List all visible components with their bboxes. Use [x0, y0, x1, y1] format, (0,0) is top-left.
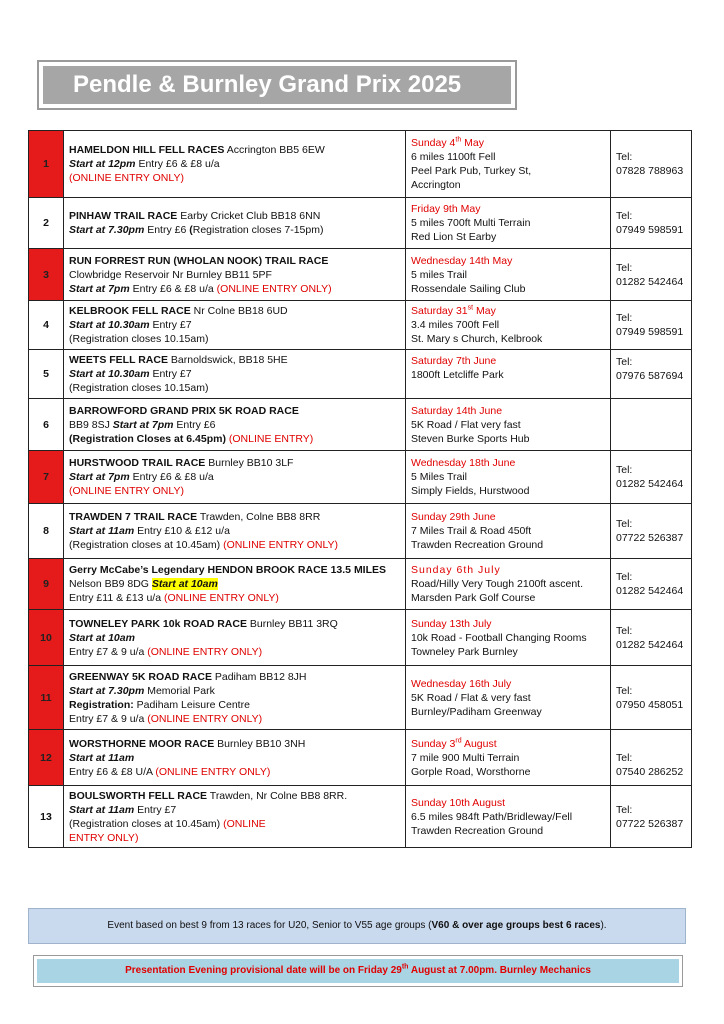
- race-registration-label: Registration:: [69, 698, 134, 711]
- tel-label: Tel:: [616, 210, 633, 222]
- race-number: 5: [29, 350, 64, 399]
- tel-number: 01282 542464: [616, 275, 684, 288]
- race-info: [406, 666, 611, 730]
- race-contact: [611, 610, 692, 666]
- race-number: 3: [29, 249, 64, 301]
- race-location: Padiham BB12 8JH: [211, 670, 307, 683]
- race-venue: Gorple Road, Worsthorne: [411, 765, 531, 778]
- tel-number: 07949 598591: [616, 326, 684, 338]
- tel-number: 01282 542464: [616, 638, 684, 651]
- race-entry-note: (ONLINE ENTRY): [225, 432, 314, 445]
- race-venue: Towneley Park Burnley: [411, 645, 518, 658]
- tel-number: 07828 788963: [616, 165, 684, 177]
- table-row: [29, 666, 692, 730]
- race-entry-note: (ONLINE ENTRY ONLY): [155, 765, 271, 778]
- race-entry: Entry £7: [149, 368, 192, 380]
- race-entry-note: (ONLINE ENTRY ONLY): [216, 282, 332, 295]
- race-description: [64, 786, 406, 848]
- race-entry-note-cont: ENTRY ONLY): [69, 831, 139, 844]
- race-date: Saturday 14th June: [411, 404, 503, 417]
- race-contact: [611, 559, 692, 610]
- race-location: Burnley BB11 3RQ: [246, 617, 338, 630]
- race-date: Sunday 4th May: [411, 136, 484, 149]
- presentation-text: Presentation Evening provisional date will be on Friday 29th August at 7.00pm. Burnley Mechanics: [37, 959, 679, 983]
- race-entry: Entry £10 & £12 u/a: [134, 525, 230, 537]
- tel-label: Tel:: [616, 312, 633, 324]
- race-description: [64, 249, 406, 301]
- race-location: Barnoldswick, BB18 5HE: [167, 354, 288, 366]
- race-registration: (Registration closes at 10.45am): [69, 817, 224, 830]
- race-description: [64, 399, 406, 451]
- race-date: Sunday 29th June: [411, 511, 496, 523]
- race-location: Nelson BB9 8DG: [69, 578, 152, 590]
- race-number: 9: [29, 559, 64, 610]
- race-name: TOWNELEY PARK 10k ROAD RACE: [69, 617, 247, 630]
- race-terrain: 5K Road / Flat very fast: [411, 418, 521, 431]
- race-entry: Entry £7: [134, 803, 177, 816]
- race-start-time: Start at 10am: [151, 578, 218, 590]
- table-row: [29, 786, 692, 848]
- race-start-time: Start at 10am: [69, 631, 135, 644]
- race-contact: [611, 666, 692, 730]
- race-date: Saturday 7th June: [411, 355, 497, 367]
- races-table: [28, 130, 692, 848]
- tel-number: 07950 458051: [616, 698, 684, 711]
- race-start-time: Start at 12pm: [69, 158, 136, 170]
- race-date: Sunday 13th July: [411, 617, 492, 630]
- race-number: 12: [29, 730, 64, 786]
- race-terrain: 3.4 miles 700ft Fell: [411, 319, 500, 331]
- race-contact: [611, 131, 692, 198]
- race-start-time: Start at 11am: [69, 751, 135, 764]
- race-name: PINHAW TRAIL RACE: [69, 210, 178, 222]
- scoring-note-bold: V60 & over age groups best 6 races: [431, 920, 601, 931]
- race-info: [406, 730, 611, 786]
- race-entry: Entry £6: [144, 224, 190, 236]
- race-name: BARROWFORD GRAND PRIX 5K ROAD RACE: [69, 404, 299, 417]
- race-description: [64, 666, 406, 730]
- race-terrain: 10k Road - Football Changing Rooms: [411, 631, 587, 644]
- title-frame: [37, 60, 517, 110]
- table-row: [29, 249, 692, 301]
- race-number: 6: [29, 399, 64, 451]
- race-start-time: Start at 10.30am: [69, 368, 150, 380]
- race-registration: (Registration Closes at 6.45pm): [69, 432, 226, 445]
- race-venue: Rossendale Sailing Club: [411, 282, 526, 295]
- presentation-banner: [33, 955, 683, 987]
- race-venue: Simply Fields, Hurstwood: [411, 485, 530, 497]
- race-entry-note: (ONLINE ENTRY ONLY): [223, 539, 339, 551]
- race-terrain: 5 miles Trail: [411, 268, 468, 281]
- race-entry: Entry £7 & 9 u/a: [69, 712, 148, 725]
- race-terrain: 6 miles 1100ft Fell: [411, 151, 496, 163]
- race-venue: Marsden Park Golf Course: [411, 592, 536, 604]
- table-row: [29, 451, 692, 504]
- tel-number: 07976 587694: [616, 370, 684, 382]
- race-venue: Burnley/Padiham Greenway: [411, 705, 542, 718]
- race-venue: Trawden Recreation Ground: [411, 824, 544, 837]
- race-number: 4: [29, 301, 64, 350]
- race-number: 8: [29, 504, 64, 559]
- tel-label: Tel:: [616, 624, 633, 637]
- race-entry: Entry £7 & 9 u/a: [69, 645, 148, 658]
- tel-number: 07949 598591: [616, 224, 684, 236]
- race-contact: [611, 198, 692, 249]
- race-location: Trawden, Colne BB8 8RR: [197, 511, 321, 523]
- tel-number: 07540 286252: [616, 766, 684, 778]
- race-entry: Entry £7: [149, 319, 192, 331]
- race-number: 2: [29, 198, 64, 249]
- race-start-time: Start at 11am: [69, 525, 135, 537]
- race-number: 10: [29, 610, 64, 666]
- race-number: 1: [29, 131, 64, 198]
- tel-number: 07722 526387: [616, 532, 684, 544]
- race-description: [64, 131, 406, 198]
- tel-label: Tel:: [616, 464, 633, 476]
- page-title: Pendle & Burnley Grand Prix 2025: [43, 66, 511, 104]
- table-row: [29, 131, 692, 198]
- race-registration: (Registration closes 10.15am): [69, 382, 209, 394]
- race-start-time: Start at 7pm: [112, 418, 174, 431]
- race-registration: (Registration closes at 10.45am): [69, 539, 224, 551]
- race-date: Wednesday 14th May: [411, 254, 513, 267]
- race-contact: [611, 504, 692, 559]
- race-venue-town: Accrington: [411, 179, 461, 191]
- race-venue: 1800ft Letcliffe Park: [411, 369, 504, 381]
- race-terrain: 6.5 miles 984ft Path/Bridleway/Fell: [411, 810, 573, 823]
- race-name: WORSTHORNE MOOR RACE: [69, 737, 215, 750]
- race-contact: [611, 301, 692, 350]
- race-entry-note: (ONLINE ENTRY ONLY): [147, 645, 263, 658]
- race-terrain: 5 miles 700ft Multi Terrain: [411, 217, 531, 229]
- race-entry: Entry £6 & £8 u/a: [129, 471, 214, 483]
- tel-label: Tel:: [616, 518, 633, 530]
- race-entry: Entry £11 & £13 u/a: [69, 592, 164, 604]
- race-entry-note: (ONLINE ENTRY ONLY): [69, 485, 184, 497]
- race-terrain: 7 mile 900 Multi Terrain: [411, 751, 520, 764]
- race-name: RUN FORREST RUN (WHOLAN NOOK) TRAIL RACE: [69, 254, 329, 267]
- race-name: Gerry McCabe’s Legendary HENDON BROOK RACE 13.5 MILES: [69, 564, 387, 576]
- race-location: Burnley BB10 3LF: [205, 457, 294, 469]
- race-contact: [611, 350, 692, 399]
- race-entry: Entry £6 & £8 u/a: [135, 158, 220, 170]
- table-row: [29, 399, 692, 451]
- race-location: Accrington BB5 6EW: [224, 144, 325, 156]
- race-start-time: Start at 7pm: [69, 282, 130, 295]
- race-entry: Entry £6 & £8 U/A: [69, 765, 156, 778]
- race-start-time: Start at 7pm: [69, 471, 130, 483]
- race-entry: Entry £6 & £8 u/a: [129, 282, 217, 295]
- race-info: [406, 559, 611, 610]
- race-info: [406, 249, 611, 301]
- tel-label: Tel:: [616, 356, 633, 368]
- table-row: [29, 350, 692, 399]
- race-number: 13: [29, 786, 64, 848]
- race-info: [406, 198, 611, 249]
- race-contact: [611, 249, 692, 301]
- race-info: [406, 350, 611, 399]
- race-description: [64, 559, 406, 610]
- race-date: Wednesday 16th July: [411, 677, 512, 690]
- tel-label: Tel:: [616, 261, 633, 274]
- race-name: HURSTWOOD TRAIL RACE: [69, 457, 206, 469]
- race-entry-note: (ONLINE: [223, 817, 266, 830]
- tel-label: Tel:: [616, 752, 633, 764]
- table-row: [29, 559, 692, 610]
- race-date: Friday 9th May: [411, 203, 481, 215]
- race-registration: Registration closes 7-15pm): [192, 224, 324, 236]
- race-name: TRAWDEN 7 TRAIL RACE: [69, 511, 198, 523]
- race-location: Earby Cricket Club BB18 6NN: [177, 210, 321, 222]
- race-description: [64, 451, 406, 504]
- race-info: [406, 504, 611, 559]
- race-start-time: Start at 11am: [69, 803, 135, 816]
- race-entry: Entry £6: [173, 418, 216, 431]
- race-info: [406, 786, 611, 848]
- race-description: [64, 350, 406, 399]
- race-start-time: Start at 7.30pm: [69, 224, 145, 236]
- race-venue: Peel Park Pub, Turkey St,: [411, 165, 532, 177]
- race-entry-note: (ONLINE ENTRY ONLY): [163, 592, 279, 604]
- race-date: Sunday 3rd August: [411, 737, 497, 750]
- race-description: [64, 301, 406, 350]
- tel-label: Tel:: [616, 571, 633, 583]
- tel-number: 07722 526387: [616, 817, 684, 830]
- race-location: Trawden, Nr Colne BB8 8RR.: [207, 789, 348, 802]
- race-registration: (Registration closes 10.15am): [69, 333, 209, 345]
- race-location: Nr Colne BB18 6UD: [190, 305, 288, 317]
- race-entry-note: (ONLINE ENTRY ONLY): [69, 172, 184, 184]
- race-contact: [611, 786, 692, 848]
- race-terrain: 5 Miles Trail: [411, 471, 468, 483]
- scoring-note: Event based on best 9 from 13 races for U20, Senior to V55 age groups (V60 & over age groups best 6 races).: [28, 908, 686, 944]
- race-terrain: 5K Road / Flat & very fast: [411, 691, 531, 704]
- race-description: [64, 730, 406, 786]
- race-info: [406, 610, 611, 666]
- race-venue: St. Mary s Church, Kelbrook: [411, 333, 543, 345]
- race-venue: Trawden Recreation Ground: [411, 539, 544, 551]
- race-contact: [611, 399, 692, 451]
- race-terrain: 7 Miles Trail & Road 450ft: [411, 525, 532, 537]
- race-description: [64, 504, 406, 559]
- race-info: [406, 399, 611, 451]
- race-number: 11: [29, 666, 64, 730]
- race-date: Saturday 31st May: [411, 304, 496, 317]
- table-row: [29, 504, 692, 559]
- race-date: Sunday 10th August: [411, 796, 505, 809]
- tel-label: Tel:: [616, 803, 633, 816]
- race-terrain: Road/Hilly Very Tough 2100ft ascent.: [411, 578, 583, 590]
- race-name: HAMELDON HILL FELL RACES: [69, 144, 225, 156]
- table-row: [29, 198, 692, 249]
- race-registration: Padiham Leisure Centre: [133, 698, 250, 711]
- tel-label: Tel:: [616, 151, 633, 163]
- race-venue: Steven Burke Sports Hub: [411, 432, 530, 445]
- race-info: [406, 131, 611, 198]
- table-row: [29, 730, 692, 786]
- table-row: [29, 610, 692, 666]
- race-name: KELBROOK FELL RACE: [69, 305, 191, 317]
- race-entry-note: (ONLINE ENTRY ONLY): [147, 712, 263, 725]
- race-contact: [611, 451, 692, 504]
- tel-label: Tel:: [616, 684, 633, 697]
- race-name: GREENWAY 5K ROAD RACE: [69, 670, 212, 683]
- race-venue: Red Lion St Earby: [411, 231, 497, 243]
- race-date: Wednesday 18th June: [411, 457, 516, 469]
- race-date: Sunday 6th July: [411, 564, 501, 576]
- race-start-time: Start at 10.30am: [69, 319, 150, 331]
- race-number: 7: [29, 451, 64, 504]
- race-location: Clowbridge Reservoir Nr Burnley BB11 5PF: [69, 268, 272, 281]
- race-name: BOULSWORTH FELL RACE: [69, 789, 208, 802]
- race-venue-detail: Memorial Park: [144, 684, 215, 697]
- race-description: [64, 610, 406, 666]
- race-name: WEETS FELL RACE: [69, 354, 168, 366]
- race-location: Burnley BB10 3NH: [214, 737, 306, 750]
- tel-number: 01282 542464: [616, 478, 684, 490]
- race-info: [406, 451, 611, 504]
- race-location: BB9 8SJ: [69, 418, 113, 431]
- race-start-time: Start at 7.30pm: [69, 684, 145, 697]
- race-contact: [611, 730, 692, 786]
- race-info: [406, 301, 611, 350]
- table-row: [29, 301, 692, 350]
- tel-number: 01282 542464: [616, 585, 684, 597]
- race-description: PINHAW TRAIL RACE Earby Cricket Club BB18 6NN Start at 7.30pm Entry £6 (Registration closes 7-15pm): [64, 198, 406, 249]
